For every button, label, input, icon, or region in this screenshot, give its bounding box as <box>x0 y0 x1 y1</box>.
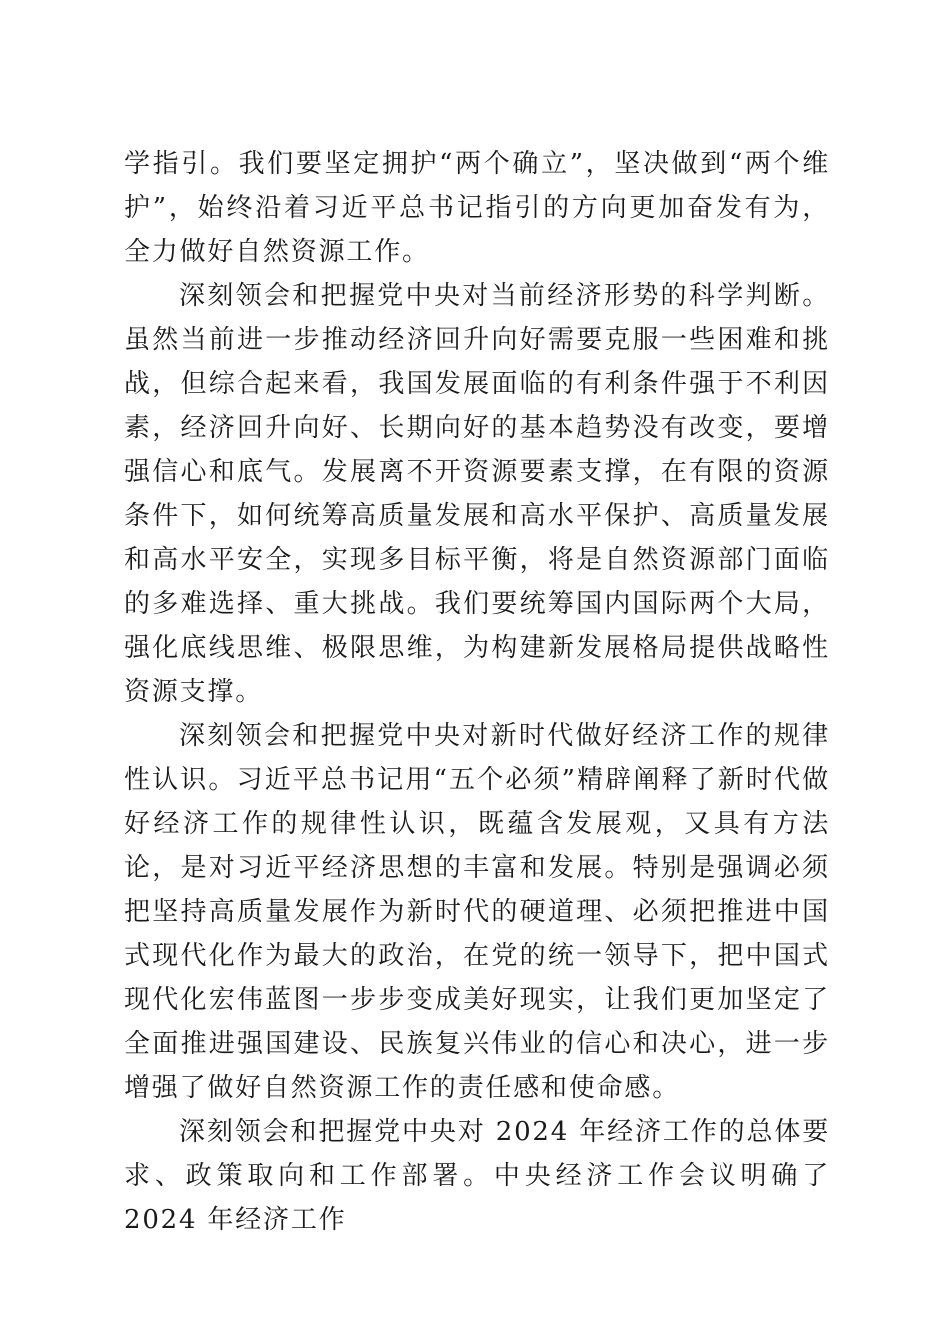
paragraph-continuation: 学指引。我们要坚定拥护“两个确立”，坚决做到“两个维护”，始终沿着习近平总书记指引的方向更加奋发有为，全力做好自然资源工作。 <box>124 149 830 267</box>
paragraph-economic-situation: 深刻领会和把握党中央对当前经济形势的科学判断。虽然当前进一步推动经济回升向好需要克服一些困难和挑战，但综合起来看，我国发展面临的有利条件强于不利因素，经济回升向好、长期向好的基本趋势没有改变，要增强信心和底气。发展离不开资源要素支撑，在有限的资源条件下，如何统筹高质量发展和高水平保护、高质量发展和高水平安全，实现多目标平衡，将是自然资源部门面临的多难选择、重大挑战。我们要统筹国内国际两个大局，强化底线思维、极限思维，为构建新发展格局提供战略性资源支撑。 <box>124 281 830 707</box>
paragraph-2024-requirements: 深刻领会和把握党中央对 2024 年经济工作的总体要求、政策取向和工作部署。中央经济工作会议明确了 2024 年经济工作 <box>124 1117 830 1235</box>
paragraph-regular-understanding: 深刻领会和把握党中央对新时代做好经济工作的规律性认识。习近平总书记用“五个必须”精辟阐释了新时代做好经济工作的规律性认识，既蕴含发展观，又具有方法论，是对习近平经济思想的丰富和发展。特别是强调必须把坚持高质量发展作为新时代的硬道理、必须把推进中国式现代化作为最大的政治，在党的统一领导下，把中国式现代化宏伟蓝图一步步变成美好现实，让我们更加坚定了全面推进强国建设、民族复兴伟业的信心和决心，进一步增强了做好自然资源工作的责任感和使命感。 <box>124 721 830 1103</box>
document-body <box>124 142 830 1242</box>
